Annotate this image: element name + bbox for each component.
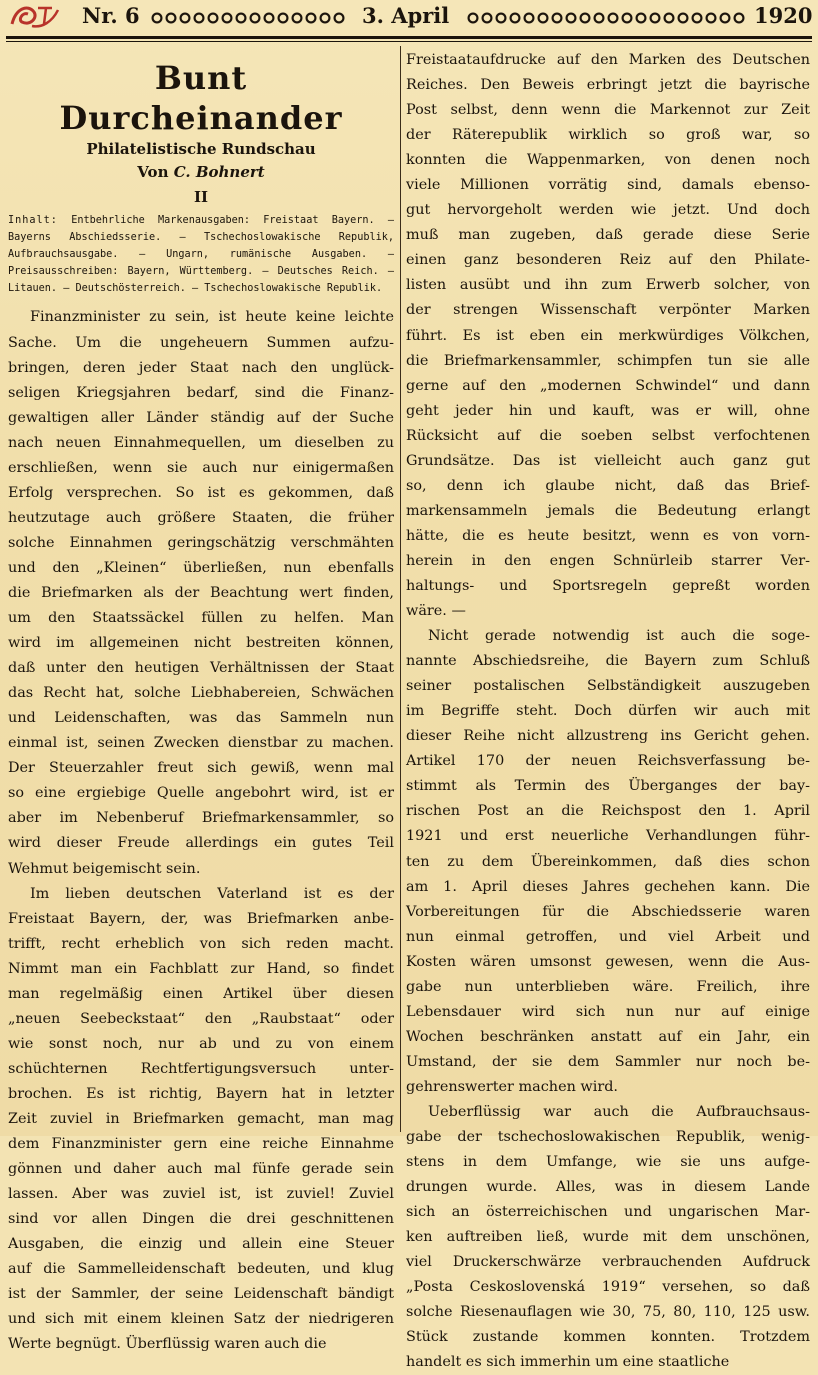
text-line: gönnen und daher auch mal fünfe gerade sein bbox=[8, 1161, 394, 1178]
text-line: ken auftreiben ließ, wurde mit dem unschönen, bbox=[406, 1229, 810, 1246]
text-line: listen ausübt und ihn zum Erwerb solcher, von bbox=[406, 277, 810, 294]
text-line: Reiches. Den Beweis erbringt jetzt die bayrische bbox=[406, 77, 810, 94]
text-line: viel Druckerschwärze verbrauchenden Aufdruck bbox=[406, 1254, 810, 1271]
text-line: so eine ergiebige Quelle angebohrt wird, ist er bbox=[8, 785, 394, 802]
text-line: gabe nun unterblieben wäre. Freilich, ihre bbox=[406, 978, 810, 995]
right-column bbox=[406, 48, 810, 1375]
text-line: konnten die Wappenmarken, von denen noch bbox=[406, 152, 810, 169]
header-rule bbox=[6, 36, 812, 39]
author-name: C. Bohnert bbox=[173, 163, 265, 181]
article-subtitle: Philatelistische Rundschau bbox=[86, 140, 316, 158]
text-line: heutzutage auch größere Staaten, die früher bbox=[8, 509, 394, 526]
text-line: Finanzminister zu sein, ist heute keine leichte bbox=[30, 309, 394, 326]
text-line: Stück zustande kommen konnten. Trotzdem bbox=[406, 1329, 810, 1346]
text-line: der Räterepublik wirklich so groß war, so bbox=[406, 127, 810, 144]
text-line: ist der Sammler, der seine Leidenschaft bändigt bbox=[8, 1286, 394, 1303]
text-line: und sich mit einem kleinen Satz der niedrigeren bbox=[8, 1311, 394, 1328]
text-line: stens in dem Umfange, wie sie uns aufge- bbox=[406, 1154, 810, 1171]
text-line: gewaltigen aller Länder ständig auf der Suche bbox=[8, 409, 394, 426]
text-line: Erfolg versprechen. So ist es gekommen, daß bbox=[8, 484, 394, 501]
text-line: gerne auf den „modernen Schwindel“ und dann bbox=[406, 377, 810, 394]
text-line: viele Millionen vorrätig sind, damals ebenso- bbox=[406, 177, 810, 194]
left-column bbox=[8, 52, 394, 1357]
text-line: dieser Reihe nicht allzustreng ins Gericht gehen. bbox=[406, 728, 810, 745]
text-line: gehrenswerter machen wird. bbox=[406, 1078, 619, 1095]
text-line: herein in den engen Schnürleib starrer Ver- bbox=[406, 552, 810, 569]
text-line: Ueberflüssig war auch die Aufbrauchsaus- bbox=[428, 1103, 810, 1120]
text-line: muß man zugeben, daß gerade diese Serie bbox=[406, 227, 810, 244]
issue-year: 1920 bbox=[754, 3, 813, 28]
issue-date: 3. April bbox=[362, 3, 450, 28]
text-line: die Briefmarkensammler, schimpfen tun sie alle bbox=[406, 352, 810, 369]
text-line: Post selbst, denn wenn die Markennot zur Zeit bbox=[406, 102, 810, 119]
text-line: Lebensdauer wird sich nun nur auf einige bbox=[406, 1003, 810, 1020]
text-line: lassen. Aber was zuviel ist, ist zuviel! Zuviel bbox=[8, 1186, 394, 1203]
header-ornament bbox=[466, 11, 746, 25]
text-line: Im lieben deutschen Vaterland ist es der bbox=[30, 885, 394, 902]
text-line: um den Staatssäckel füllen zu helfen. Man bbox=[8, 610, 394, 627]
text-line: und den „Kleinen“ überließen, nun ebenfalls bbox=[8, 559, 394, 576]
text-line: Wochen beschränken anstatt auf ein Jahr, ein bbox=[406, 1028, 810, 1045]
text-line: drungen wurde. Alles, was in diesem Lande bbox=[406, 1179, 810, 1196]
text-line: 1921 und erst neuerliche Verhandlungen führ- bbox=[406, 828, 810, 845]
text-line: sich an österreichischen und ungarischen Mar- bbox=[406, 1204, 810, 1221]
text-line: handelt es sich immerhin um eine staatliche bbox=[406, 1354, 730, 1371]
column-divider bbox=[400, 46, 401, 1132]
right-body-text bbox=[406, 48, 810, 1375]
text-line: Grundsätze. Das ist vielleicht auch ganz gut bbox=[406, 452, 810, 469]
text-line: haltungs- und Sportsregeln gepreßt worden bbox=[406, 577, 810, 594]
text-line: brochen. Es ist richtig, Bayern hat in letzter bbox=[8, 1085, 394, 1102]
text-line: stimmt als Termin des Überganges der bay- bbox=[406, 778, 810, 795]
magazine-logo-icon bbox=[8, 2, 62, 32]
byline-prefix: Von bbox=[137, 163, 169, 181]
text-line: Kosten wären umsonst gewesen, wenn die Aus- bbox=[406, 953, 810, 970]
text-line: trifft, recht erheblich von sich reden macht. bbox=[8, 935, 394, 952]
text-line: Vorbereitungen für die Abschiedsserie waren bbox=[406, 903, 810, 920]
left-body-text bbox=[8, 305, 394, 1357]
text-line: Ausgaben, die einzig und allein eine Steuer bbox=[8, 1236, 394, 1253]
text-line: Umstand, der sie dem Sammler nur noch be- bbox=[406, 1053, 810, 1070]
text-line: und Leidenschaften, was das Sammeln nun bbox=[8, 710, 394, 727]
text-line: Der Steuerzahler freut sich gewiß, wenn mal bbox=[8, 760, 394, 777]
text-line: wird dieser Freude allerdings ein gutes Teil bbox=[8, 835, 394, 852]
text-line: wird im allgemeinen nicht bestreiten können, bbox=[8, 635, 394, 652]
text-line: führt. Es ist eben ein merkwürdiges Völkchen, bbox=[406, 327, 810, 344]
text-line: Artikel 170 der neuen Reichsverfassung be- bbox=[406, 753, 810, 770]
text-line: gabe der tschechoslowakischen Republik, wenig- bbox=[406, 1129, 810, 1146]
text-line: Nimmt man ein Fachblatt zur Hand, so findet bbox=[8, 960, 394, 977]
text-line: im Begriffe steht. Doch dürfen wir auch mit bbox=[406, 703, 810, 720]
text-line: wäre. — bbox=[406, 603, 466, 620]
text-line: hätte, die es heute besitzt, wenn es von vorn- bbox=[406, 527, 810, 544]
text-line: nach neuen Einnahmequellen, um dieselben zu bbox=[8, 434, 394, 451]
text-line: Werte begnügt. Überflüssig waren auch die bbox=[8, 1336, 327, 1353]
text-line: „neuen Seebeckstaat“ den „Raubstaat“ oder bbox=[8, 1010, 394, 1027]
issue-number: Nr. 6 bbox=[82, 3, 140, 28]
text-line: seiner postalischen Selbständigkeit auszugeben bbox=[406, 678, 810, 695]
text-line: geht jeder hin und kauft, was er will, ohne bbox=[406, 402, 810, 419]
text-line: Sache. Um die ungeheuern Summen aufzu- bbox=[8, 334, 394, 351]
text-line: man regelmäßig einen Artikel über diesen bbox=[8, 985, 394, 1002]
text-line: rischen Post an die Reichspost den 1. April bbox=[406, 803, 810, 820]
text-line: Freistaat Bayern, der, was Briefmarken anbe- bbox=[8, 910, 394, 927]
text-line: seligen Kriegsjahren bedarf, sind die Finanz- bbox=[8, 384, 394, 401]
text-line: das Recht hat, solche Liebhabereien, Schwächen bbox=[8, 685, 394, 702]
text-line: solche Riesenauflagen wie 30, 75, 80, 110, 125 usw. bbox=[406, 1304, 810, 1321]
text-line: solche Einnahmen geringschätzig verschmähten bbox=[8, 534, 394, 551]
contents-label: Inhalt: bbox=[8, 215, 58, 226]
text-line: am 1. April dieses Jahres gechehen kann. Die bbox=[406, 878, 810, 895]
text-line: aber im Nebenberuf Briefmarkensammler, so bbox=[8, 810, 394, 827]
text-line: auf die Sammelleidenschaft bedeuten, und klug bbox=[8, 1261, 394, 1278]
article-title: Bunt Durcheinander bbox=[59, 59, 343, 137]
text-line: wie sonst noch, nur ab und zu von einem bbox=[8, 1035, 394, 1052]
text-line: nun einmal getroffen, und viel Arbeit und bbox=[406, 928, 810, 945]
text-line: „Posta Ceskoslovenská 1919“ versehen, so daß bbox=[406, 1279, 810, 1296]
contents-text: Entbehrliche Markenausgaben: Freistaat Bayern. — Bayerns Abschiedsserie. — Tschechoslowakische Republik, Aufbrauchsausgabe. — Ungarn, rumänische Ausgaben. — Preisausschreiben: Bayern, Württemberg. — Deutsches Reich. — Litauen. — Deutschösterreich. — Tschechoslowakische Republik. bbox=[8, 215, 395, 295]
text-line: nannte Abschiedsreihe, die Bayern zum Schluß bbox=[406, 653, 810, 670]
text-line: erschließen, wenn sie auch nur einigermaßen bbox=[8, 459, 394, 476]
text-line: einmal ist, seinen Zwecken dienstbar zu machen. bbox=[8, 735, 394, 752]
text-line: Zeit zuviel in Briefmarken gemacht, man mag bbox=[8, 1110, 394, 1127]
text-line: dem Finanzminister gern eine reiche Einnahme bbox=[8, 1136, 394, 1153]
byline bbox=[8, 160, 394, 184]
text-line: markensammeln jemals die Bedeutung erlangt bbox=[406, 502, 810, 519]
text-line: schüchternen Rechtfertigungsversuch unter- bbox=[8, 1060, 394, 1077]
text-line: ten zu dem Übereinkommen, daß dies schon bbox=[406, 853, 810, 870]
header-rule-thin bbox=[6, 41, 812, 42]
part-number: II bbox=[193, 188, 209, 206]
text-line: die Briefmarken als der Beachtung wert finden, bbox=[8, 584, 394, 601]
text-line: gut hervorgeholt werden wie jetzt. Und doch bbox=[406, 202, 810, 219]
text-line: Rücksicht auf die soeben selbst verfochtenen bbox=[406, 427, 810, 444]
text-line: einen ganz besonderen Reiz auf den Philate- bbox=[406, 252, 810, 269]
text-line: bringen, deren jeder Staat nach den unglück- bbox=[8, 359, 394, 376]
text-line: der strengen Wissenschaft verpönter Marken bbox=[406, 302, 810, 319]
text-line: Wehmut beigemischt sein. bbox=[8, 860, 201, 877]
header-ornament bbox=[150, 11, 346, 25]
table-of-contents bbox=[8, 212, 394, 297]
text-line: daß unter den heutigen Verhältnissen der Staat bbox=[8, 660, 394, 677]
text-line: Nicht gerade notwendig ist auch die soge- bbox=[428, 628, 810, 645]
page-header bbox=[6, 2, 812, 32]
text-line: Freistaataufdrucke auf den Marken des Deutschen bbox=[406, 52, 810, 68]
text-line: so, denn ich glaube nicht, daß das Brief- bbox=[406, 477, 810, 494]
text-line: sind vor allen Dingen die drei geschnittenen bbox=[8, 1211, 394, 1228]
